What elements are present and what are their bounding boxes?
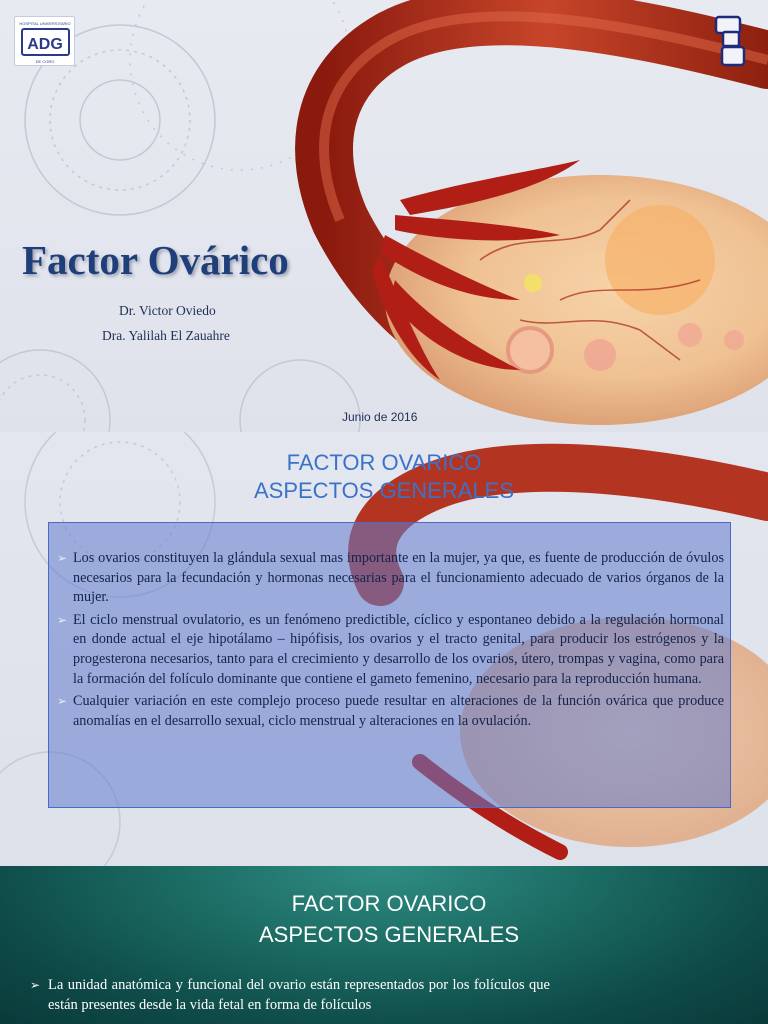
list-item xyxy=(57,549,724,608)
title-slide xyxy=(0,0,768,432)
date-label: Junio de 2016 xyxy=(342,410,418,424)
author-1: Dr. Victor Oviedo xyxy=(119,303,216,318)
svg-text:ADG: ADG xyxy=(27,36,63,53)
heading-line-1: FACTOR OVARICO xyxy=(286,450,482,475)
content-slide xyxy=(0,432,768,866)
svg-text:DE CORO: DE CORO xyxy=(35,59,55,64)
list-item xyxy=(57,692,724,731)
list-item xyxy=(30,976,550,1015)
arrow-bullet-icon: ➢ xyxy=(57,612,68,627)
stacked-squares-icon xyxy=(712,14,748,75)
bullet-list xyxy=(30,976,550,1015)
bullet-text: Los ovarios constituyen la glándula sexual mas importante en la mujer, ya que, es fuente de producción de óvulos necesarios para la fecundación y hormonas necesarias para el funcionamiento adecuado de varios órganos de la mujer. xyxy=(73,550,724,606)
svg-text:HOSPITAL UNIVERSITARIO: HOSPITAL UNIVERSITARIO xyxy=(19,21,71,26)
bullet-text: El ciclo menstrual ovulatorio, es un fenómeno predictible, cíclico y espontaneo debido a la regulación hormonal en donde actual el eje hipotálamo – hipófisis, los ovarios y el tracto genital, para producir los estrógenos y la progesterona necesarios, tanto para el crecimiento y desarrollo de los ovarios, útero, trompas y vagina, como para la formación del folículo dominante que contiene el gameto femenino, necesario para la reproducción humana. xyxy=(73,611,724,687)
slide-heading xyxy=(0,888,768,950)
bullet-text: Cualquier variación en este complejo proceso puede resultar en alteraciones de la función ovárica que produce anomalías en el desarrollo sexual, ciclo menstrual y alteraciones en la ovulación. xyxy=(73,693,724,729)
bullet-text: La unidad anatómica y funcional del ovario están representados por los folículos que están presentes desde la vida fetal en forma de folículos xyxy=(48,977,550,1013)
arrow-bullet-icon: ➢ xyxy=(57,694,68,709)
bullet-list xyxy=(57,549,724,731)
arrow-bullet-icon: ➢ xyxy=(57,551,68,565)
list-item xyxy=(57,611,724,689)
heading-line-1: FACTOR OVARICO xyxy=(291,891,487,916)
heading-line-2: ASPECTOS GENERALES xyxy=(253,478,514,503)
content-textbox xyxy=(48,522,731,808)
author-2: Dra. Yalilah El Zauahre xyxy=(102,328,230,343)
hospital-logo xyxy=(14,16,75,66)
slide1-background-art xyxy=(0,0,768,432)
slide-title: Factor Ovárico xyxy=(22,237,289,283)
heading-line-2: ASPECTOS GENERALES xyxy=(258,922,519,947)
slide-heading xyxy=(0,449,768,505)
arrow-bullet-icon: ➢ xyxy=(30,978,41,992)
content-slide-teal xyxy=(0,866,768,1024)
